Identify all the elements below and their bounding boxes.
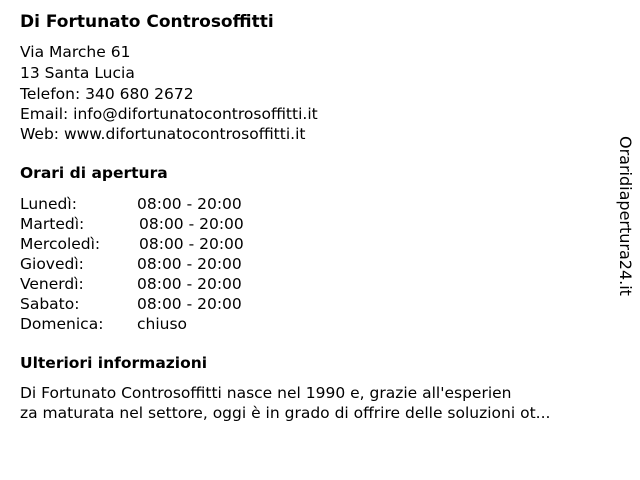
email-line: Email: info@difortunatocontrosoffitti.it — [20, 105, 318, 123]
hours-time: 08:00 - 20:00 — [137, 275, 242, 293]
hours-day: Martedì: — [20, 215, 85, 233]
hours-day: Venerdì: — [20, 275, 84, 293]
web-line: Web: www.difortunatocontrosoffitti.it — [20, 125, 306, 143]
hours-day: Domenica: — [20, 315, 104, 333]
hours-day: Mercoledì: — [20, 235, 101, 253]
hours-time: 08:00 - 20:00 — [137, 295, 242, 313]
more-info-heading: Ulteriori informazioni — [20, 354, 208, 372]
hours-day: Giovedì: — [20, 255, 84, 273]
watermark-text: Oraridiapertura24.it — [616, 136, 635, 296]
hours-time: 08:00 - 20:00 — [139, 235, 244, 253]
hours-time: 08:00 - 20:00 — [137, 255, 242, 273]
phone-line: Telefon: 340 680 2672 — [20, 85, 194, 103]
hours-time: chiuso — [137, 315, 188, 333]
hours-time: 08:00 - 20:00 — [139, 215, 244, 233]
hours-heading: Orari di apertura — [20, 164, 168, 182]
address-line-2: 13 Santa Lucia — [20, 64, 135, 82]
hours-day: Sabato: — [20, 295, 80, 313]
page-title: Di Fortunato Controsoffitti — [20, 12, 274, 32]
address-line-1: Via Marche 61 — [20, 43, 131, 61]
description-line-1: Di Fortunato Controsoffitti nasce nel 1990 e, grazie all'esperien — [20, 384, 512, 402]
description — [20, 383, 550, 423]
watermark-container — [612, 136, 636, 312]
description-line-2: za maturata nel settore, oggi è in grado di offrire delle soluzioni ot... — [20, 404, 551, 422]
hours-day: Lunedì: — [20, 195, 77, 213]
hours-time: 08:00 - 20:00 — [137, 195, 242, 213]
